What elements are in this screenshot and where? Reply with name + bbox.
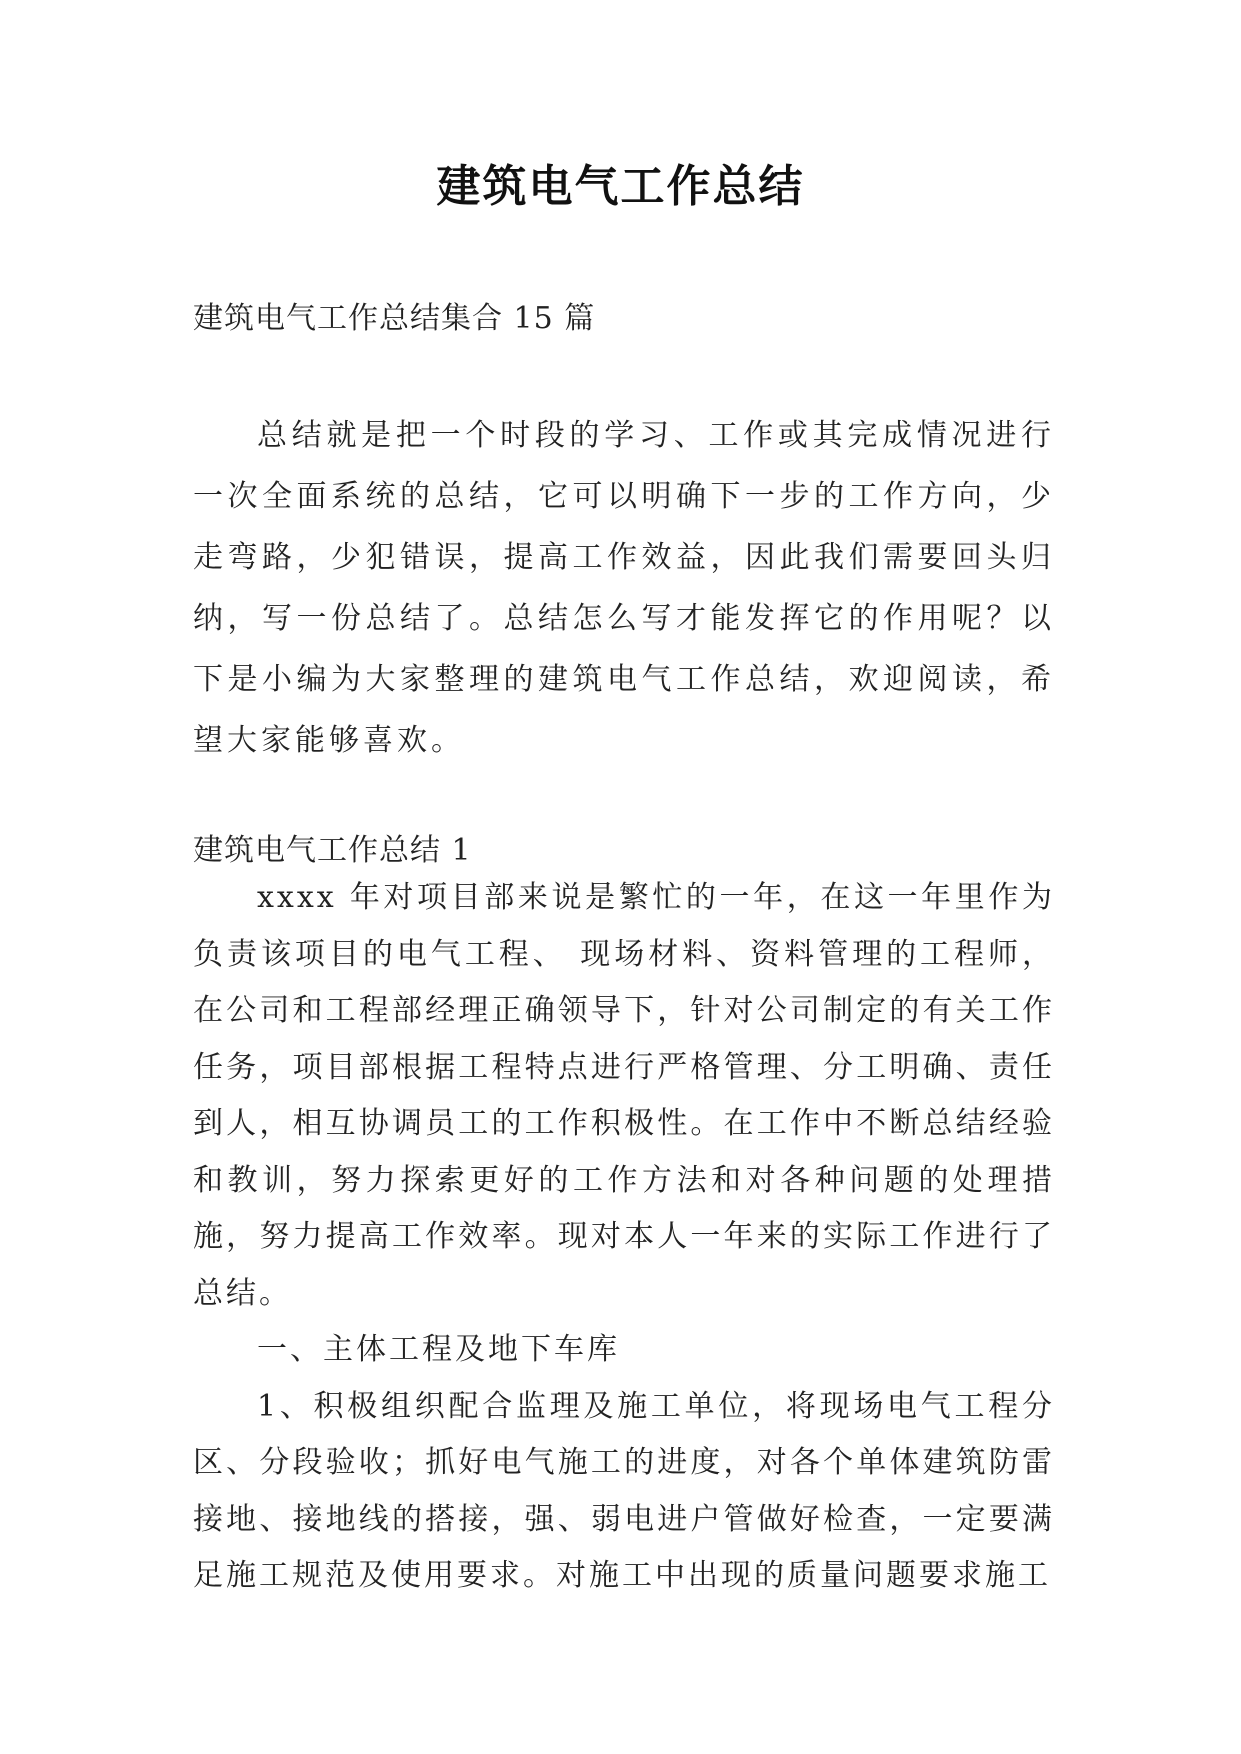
subsection-heading: 一、主体工程及地下车库 [257,1332,620,1367]
body-paragraph: xxxx 年对项目部来说是繁忙的一年，在这一年里作为负责该项目的电气工程、 现场材料、资料管理的工程师，在公司和工程部经理正确领导下，针对公司制定的有关工作任务，项目部根据工程特点进行严格管理、分工明确、责任到人，相互协调员工的工作积极性。在工作中不断总结经验和教训，努力探索更好的工作方法和对各种问题的处理措施，努力提高工作效率。现对本人一年来的实际工作进行了总结。 [193,880,1055,1311]
body-paragraph: 1、积极组织配合监理及施工单位，将现场电气工程分区、分段验收；抓好电气施工的进度，对各个单体建筑防雷接地、接地线的搭接，强、弱电进户管做好检查，一定要满足施工规范及使用要求。对施工中出现的质量问题要求施工 [193,1388,1055,1593]
section-body [193,870,1055,1605]
document-subtitle: 建筑电气工作总结集合 15 篇 [193,301,596,336]
section-heading: 建筑电气工作总结 1 [193,833,472,868]
intro-paragraph: 总结就是把一个时段的学习、工作或其完成情况进行一次全面系统的总结，它可以明确下一步的工作方向，少走弯路，少犯错误，提高工作效益，因此我们需要回头归纳，写一份总结了。总结怎么写才能发挥它的作用呢？以下是小编为大家整理的建筑电气工作总结，欢迎阅读，希望大家能够喜欢。 [193,418,1055,758]
document-title: 建筑电气工作总结 [436,161,805,212]
